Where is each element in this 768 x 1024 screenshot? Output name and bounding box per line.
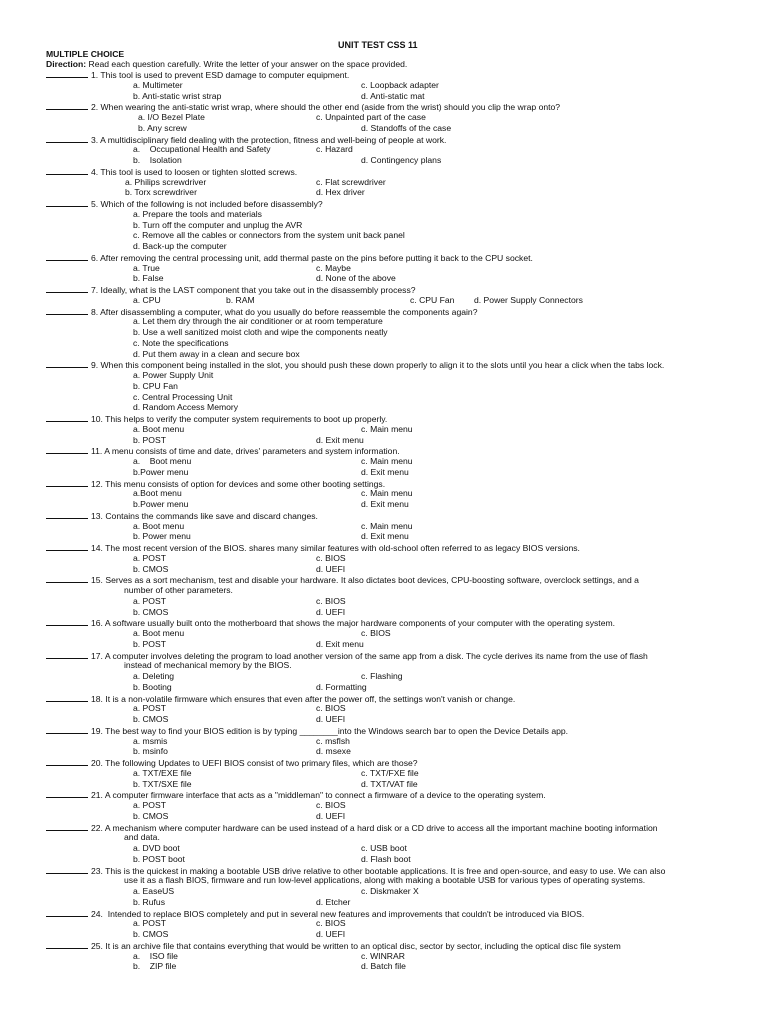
- choice-d: d. Exit menu: [361, 499, 409, 509]
- choice-c: c. Unpainted part of the case: [316, 112, 426, 122]
- choice-d: d. Flash boot: [361, 853, 411, 864]
- choice-b: b. Any screw: [138, 122, 187, 133]
- choice-b: b. TXT/SXE file: [133, 778, 192, 789]
- question-stem: 22. A mechanism where computer hardware can be used instead of a hard disk or a CD drive to access all the important machine booting information: [91, 822, 658, 833]
- answer-blank[interactable]: [46, 478, 88, 487]
- choice-a: a.Boot menu: [133, 488, 182, 499]
- answer-blank[interactable]: [46, 574, 88, 583]
- choice-a: a. Multimeter: [133, 79, 183, 90]
- question-stem-continued: instead of mechanical memory by the BIOS.: [124, 660, 292, 671]
- choice-b: b. Rufus: [133, 896, 166, 907]
- answer-blank[interactable]: [46, 284, 88, 293]
- choice-d: d. Anti-static mat: [361, 90, 425, 101]
- answer-blank[interactable]: [46, 359, 88, 368]
- section-heading: MULTIPLE CHOICE: [46, 49, 125, 59]
- choice-d: d. Contingency plans: [361, 155, 442, 165]
- choice-b: b. RAM: [226, 294, 255, 305]
- choice-d: d. Formatting: [316, 681, 367, 692]
- choice-d: d. Put them away in a clean and secure box: [133, 348, 300, 359]
- choice-a: a. POST: [133, 800, 166, 810]
- choice-d: d. Batch file: [361, 961, 406, 972]
- choice-c: c. Remove all the cables or connectors from the system unit back panel: [133, 230, 405, 241]
- question-stem: 2. When wearing the anti-static wrist wrap, where should the other end (aside from the wrist) should you clip the wrap onto?: [91, 102, 561, 113]
- question-2: [46, 101, 560, 113]
- choice-a: a. Prepare the tools and materials: [133, 208, 262, 219]
- question-14: [46, 542, 580, 554]
- choice-b: b. Power menu: [133, 531, 191, 542]
- choice-a: a. ISO file: [133, 950, 178, 961]
- choice-c: c. TXT/FXE file: [361, 767, 419, 778]
- answer-blank[interactable]: [46, 908, 88, 917]
- choice-d: d. Exit menu: [361, 466, 409, 477]
- choice-d: d. Standoffs of the case: [361, 122, 452, 133]
- choice-b: b. Use a well sanitized moist cloth and wipe the components neatly: [133, 327, 388, 337]
- choice-a: a. Power Supply Unit: [133, 370, 214, 380]
- choice-c: c. msflsh: [316, 735, 350, 746]
- answer-blank[interactable]: [46, 166, 88, 175]
- choice-c: c. BIOS: [316, 703, 346, 714]
- choice-d: d. None of the above: [316, 273, 396, 284]
- question-stem: 13. Contains the commands like save and discard changes.: [91, 510, 318, 521]
- choice-d: d. TXT/VAT file: [361, 778, 418, 789]
- choice-b: b. POST: [133, 638, 166, 649]
- question-stem: 4. This tool is used to loosen or tighten slotted screws.: [91, 166, 298, 177]
- choice-c: c. BIOS: [316, 552, 346, 563]
- choice-a: a. I/O Bezel Plate: [138, 112, 205, 122]
- choice-b: b. POST boot: [133, 853, 185, 864]
- question-stem: 19. The best way to find your BIOS edition is by typing ________into the Windows search bar to open the Device Details app.: [91, 725, 569, 736]
- answer-blank[interactable]: [46, 693, 88, 702]
- question-10: [46, 413, 387, 425]
- choice-b: b. Booting: [133, 681, 172, 692]
- question-stem: 9. When this component being installed in the slot, you should push these down properly to align it to the slots until you hear a click when the tabs lock.: [91, 360, 665, 371]
- choice-d: d. msexe: [316, 746, 351, 757]
- question-16: [46, 617, 615, 629]
- choice-c: c. Flashing: [361, 671, 403, 681]
- choice-b: b. Isolation: [133, 155, 182, 165]
- question-stem: 21. A computer firmware interface that acts as a "middleman" to connect a firmware of a device to the operating system.: [91, 790, 546, 801]
- choice-d: d. Random Access Memory: [133, 402, 239, 413]
- question-stem-continued: use it as a flash BIOS, firmware and run low-level applications, along with making a bootable USB for various types of operating systems.: [124, 875, 646, 886]
- question-stem: 25. It is an archive file that contains everything that would be written to an optical disc, sector by sector, including the optical disc file system: [91, 940, 621, 951]
- answer-blank[interactable]: [46, 542, 88, 551]
- choice-c: c. BIOS: [316, 595, 346, 606]
- choice-b: b. CPU Fan: [133, 380, 178, 391]
- question-stem: 6. After removing the central processing unit, add thermal paste on the pins before putting it back to the CPU socket.: [91, 252, 533, 263]
- choice-b: b. CMOS: [133, 810, 169, 821]
- question-stem: 7. Ideally, what is the LAST component that you take out in the disassembly process?: [91, 285, 416, 295]
- choice-a: a. True: [133, 262, 160, 273]
- answer-blank[interactable]: [46, 445, 88, 454]
- answer-blank[interactable]: [46, 510, 88, 519]
- choice-d: d. UEFI: [316, 714, 346, 724]
- question-stem: 5. Which of the following is not included before disassembly?: [91, 199, 323, 209]
- choice-a: a. Philips screwdriver: [125, 176, 207, 187]
- question-stem: 15. Serves as a sort mechanism, test and disable your hardware. It also dictates boot devices, CPU-boosting software, overclock settings, and a: [91, 575, 639, 586]
- question-stem: 20. The following Updates to UEFI BIOS consist of two primary files, which are those?: [91, 758, 418, 768]
- choice-b: b. CMOS: [133, 714, 169, 724]
- choice-d: d. Power Supply Connectors: [474, 294, 583, 305]
- question-11: [46, 445, 400, 457]
- choice-a: a. Let them dry through the air conditioner or at room temperature: [133, 316, 383, 327]
- choice-b: b.Power menu: [133, 499, 189, 509]
- question-stem-continued: and data.: [124, 832, 160, 843]
- page-title: UNIT TEST CSS 11: [338, 40, 418, 50]
- answer-blank[interactable]: [46, 306, 88, 315]
- choice-a: a. POST: [133, 703, 166, 714]
- choice-c: c. WINRAR: [361, 950, 405, 961]
- choice-d: d. UEFI: [316, 606, 346, 617]
- choice-a: a. Deleting: [133, 671, 175, 681]
- choice-d: d. Etcher: [316, 896, 351, 907]
- question-stem-continued: number of other parameters.: [124, 585, 233, 595]
- choice-c: c. USB boot: [361, 843, 407, 853]
- choice-d: d. UEFI: [316, 563, 346, 574]
- choice-d: d. Hex driver: [316, 187, 365, 198]
- question-stem: 16. A software usually built onto the motherboard that shows the major hardware components of your computer with the operating system.: [91, 618, 616, 629]
- choice-c: c. BIOS: [316, 918, 346, 929]
- choice-a: a. msmis: [133, 735, 168, 746]
- question-18: [46, 693, 515, 705]
- choice-c: c. BIOS: [361, 628, 391, 638]
- choice-b: b. CMOS: [133, 606, 169, 617]
- choice-b: b. msinfo: [133, 746, 168, 757]
- choice-b: b. CMOS: [133, 563, 169, 574]
- answer-blank[interactable]: [46, 650, 88, 659]
- choice-d: d. Exit menu: [361, 531, 409, 542]
- question-12: [46, 478, 385, 490]
- choice-c: c. Main menu: [361, 488, 413, 499]
- question-19: [46, 725, 568, 737]
- direction-label: Direction:: [46, 59, 87, 69]
- question-1: [46, 69, 349, 81]
- choice-d: d. UEFI: [316, 810, 346, 821]
- choice-c: c. Main menu: [361, 456, 413, 466]
- choice-b: b. Turn off the computer and unplug the AVR: [133, 219, 303, 230]
- answer-blank[interactable]: [46, 789, 88, 798]
- choice-c: c. Loopback adapter: [361, 79, 439, 90]
- choice-d: d. Exit menu: [316, 638, 364, 649]
- answer-blank[interactable]: [46, 69, 88, 78]
- answer-blank[interactable]: [46, 725, 88, 734]
- choice-a: a. CPU: [133, 294, 161, 305]
- question-stem: 14. The most recent version of the BIOS. shares many similar features with old-school often referred to as legacy BIOS versions.: [91, 543, 580, 553]
- question-stem: 11. A menu consists of time and date, drives' parameters and system information.: [91, 446, 400, 457]
- choice-c: c. Diskmaker X: [361, 886, 419, 896]
- choice-a: a. Boot menu: [133, 456, 192, 466]
- question-stem: 24. Intended to replace BIOS completely and put in several new features and improvements that couldn't be introduced via BIOS.: [91, 908, 585, 919]
- choice-c: c. Main menu: [361, 423, 413, 434]
- answer-blank[interactable]: [46, 617, 88, 626]
- question-stem: 10. This helps to verify the computer system requirements to boot up properly.: [91, 414, 388, 424]
- question-21: [46, 789, 546, 801]
- question-stem: 12. This menu consists of option for devices and some other booting settings.: [91, 478, 386, 489]
- choice-a: a. POST: [133, 552, 166, 563]
- choice-a: a. Boot menu: [133, 520, 185, 531]
- answer-blank[interactable]: [46, 134, 88, 143]
- choice-b: b. False: [133, 273, 164, 284]
- question-stem: 8. After disassembling a computer, what do you usually do before reassemble the components again?: [91, 306, 478, 317]
- choice-a: a. Occupational Health and Safety: [133, 144, 271, 155]
- choice-d: d. Back-up the computer: [133, 241, 227, 251]
- question-stem: 3. A multidisciplinary field dealing with the protection, fitness and well-being of people at work.: [91, 134, 447, 145]
- answer-blank[interactable]: [46, 865, 88, 874]
- question-stem: 23. This is the quickest in making a bootable USB drive relative to other bootable applications. It is free and open-source, and easy to use. We can also: [91, 865, 666, 876]
- choice-c: c. Central Processing Unit: [133, 391, 233, 402]
- choice-b: b. Torx screwdriver: [125, 187, 197, 198]
- choice-c: c. BIOS: [316, 800, 346, 810]
- choice-b: b. ZIP file: [133, 961, 177, 972]
- choice-a: a. POST: [133, 918, 166, 929]
- choice-a: a. DVD boot: [133, 843, 180, 853]
- choice-c: c. Maybe: [316, 262, 351, 273]
- answer-blank[interactable]: [46, 101, 88, 110]
- choice-a: a. Boot menu: [133, 628, 185, 638]
- choice-b: b. POST: [133, 434, 166, 445]
- choice-c: c. Note the specifications: [133, 337, 229, 348]
- choice-d: d. UEFI: [316, 929, 346, 939]
- choice-c: c. Flat screwdriver: [316, 176, 386, 187]
- choice-c: c. Hazard: [316, 144, 353, 155]
- answer-blank[interactable]: [46, 757, 88, 766]
- choice-c: c. Main menu: [361, 520, 413, 531]
- choice-c: c. CPU Fan: [410, 294, 455, 305]
- choice-b: b. Anti-static wrist strap: [133, 90, 222, 101]
- question-stem: 1. This tool is used to prevent ESD damage to computer equipment.: [91, 70, 350, 80]
- choice-d: d. Exit menu: [316, 434, 364, 445]
- answer-blank[interactable]: [46, 822, 88, 831]
- choice-b: b.Power menu: [133, 466, 189, 477]
- question-stem: 18. It is a non-volatile firmware which ensures that even after the power off, the settings won't vanish or change.: [91, 693, 516, 704]
- answer-blank[interactable]: [46, 413, 88, 422]
- choice-a: a. TXT/EXE file: [133, 767, 192, 778]
- choice-b: b. CMOS: [133, 929, 169, 939]
- answer-blank[interactable]: [46, 252, 88, 261]
- choice-a: a. Boot menu: [133, 423, 185, 434]
- answer-blank[interactable]: [46, 940, 88, 949]
- answer-blank[interactable]: [46, 198, 88, 207]
- question-6: [46, 252, 533, 264]
- question-stem: 17. A computer involves deleting the program to load another version of the same app from a disk. The cycle derives its name from the use of flash: [91, 650, 648, 661]
- choice-a: a. POST: [133, 595, 166, 606]
- direction-text: Read each question carefully. Write the letter of your answer on the space provided.: [88, 59, 408, 69]
- choice-a: a. EaseUS: [133, 886, 175, 896]
